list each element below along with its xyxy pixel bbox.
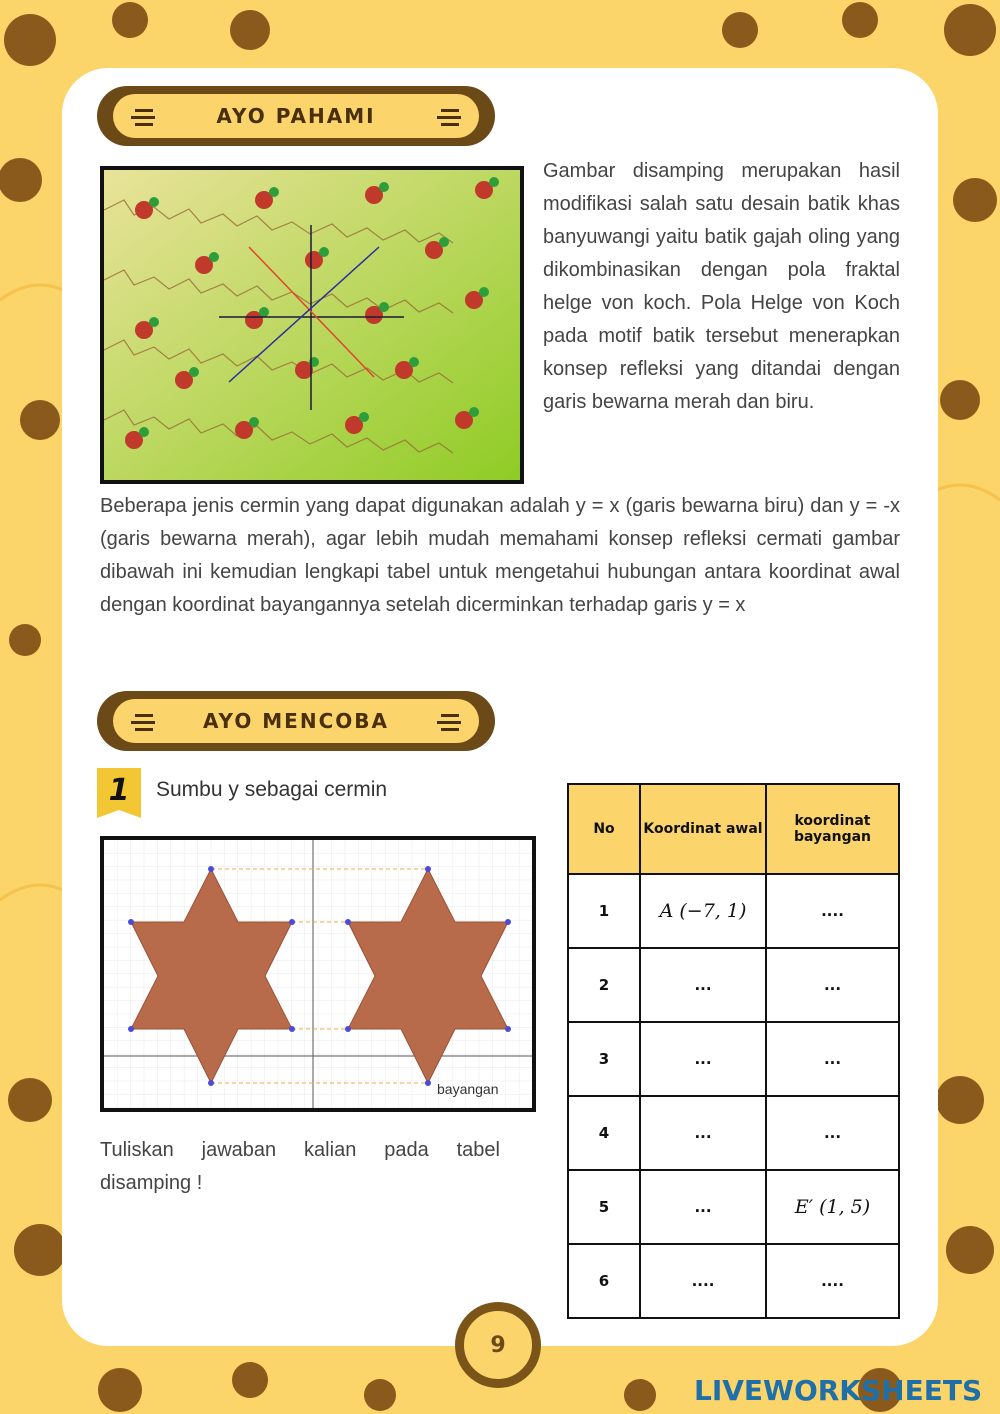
- banner-dash-right: [437, 116, 461, 119]
- intro-paragraph-2: Beberapa jenis cermin yang dapat digunakan adalah y = x (garis bewarna biru) dan y = -x (garis bewarna merah), agar lebih mudah memahami konsep refleksi cermati gambar dibawah ini kemudian lengkapi tabel untuk mengetahui hubungan antara koordinat awal dengan koordinat bayangannya setelah dicerminkan terhadap garis y = x: [100, 495, 900, 616]
- banner-dash-left: [131, 721, 155, 724]
- row-awal-input[interactable]: ....: [640, 1244, 766, 1318]
- row-bayangan-input[interactable]: ...: [766, 1022, 899, 1096]
- row-bayangan-input[interactable]: ...: [766, 1096, 899, 1170]
- row-awal-input[interactable]: ...: [640, 1022, 766, 1096]
- row-awal: A (−7, 1): [640, 874, 766, 948]
- page-number-badge: [455, 1302, 541, 1388]
- row-no: 6: [568, 1244, 640, 1318]
- row-no: 1: [568, 874, 640, 948]
- section-banner-ayo-pahami: [97, 86, 495, 146]
- coordinate-table: [567, 783, 900, 1319]
- row-bayangan: E′ (1, 5): [766, 1170, 899, 1244]
- batik-image: [104, 170, 520, 480]
- intro-paragraph-1: Gambar disamping merupakan hasil modifikasi salah satu desain batik khas banyuwangi yaitu batik gajah oling yang dikombinasikan dengan pola fraktal helge von koch. Pola Helge von Koch pada motif batik tersebut menerapkan konsep refleksi yang ditandai dengan garis bewarna merah dan biru.: [543, 160, 900, 413]
- batik-illustration: [100, 166, 524, 484]
- section-banner-ayo-mencoba: [97, 691, 495, 751]
- table-row: [568, 1244, 899, 1318]
- exercise-label: Sumbu y sebagai cermin: [156, 778, 388, 801]
- banner-dash-left: [131, 116, 155, 119]
- instruction-text: Tuliskan jawaban kalian pada tabel disamping !: [100, 1139, 500, 1194]
- row-bayangan-input[interactable]: ...: [766, 948, 899, 1022]
- row-bayangan-input[interactable]: ....: [766, 874, 899, 948]
- row-awal-input[interactable]: ...: [640, 1170, 766, 1244]
- banner-title: AYO PAHAMI: [216, 104, 376, 128]
- row-no: 4: [568, 1096, 640, 1170]
- exercise-number: 1: [108, 773, 130, 808]
- liveworksheets-logo[interactable]: LIVEWORKSHEETS: [694, 1374, 983, 1407]
- row-bayangan-input[interactable]: ....: [766, 1244, 899, 1318]
- table-row: [568, 1096, 899, 1170]
- banner-dash-right: [437, 721, 461, 724]
- exercise-number-badge: [95, 766, 143, 820]
- table-header-row: [568, 784, 899, 874]
- header-no: No: [568, 784, 640, 874]
- header-koordinat-bayangan: koordinat bayangan: [766, 784, 899, 874]
- row-no: 3: [568, 1022, 640, 1096]
- reflection-graph: [100, 836, 536, 1112]
- header-koordinat-awal: Koordinat awal: [640, 784, 766, 874]
- table-row: [568, 874, 899, 948]
- row-awal-input[interactable]: ...: [640, 948, 766, 1022]
- page-number: 9: [462, 1309, 534, 1381]
- row-no: 5: [568, 1170, 640, 1244]
- banner-title: AYO MENCOBA: [202, 709, 389, 733]
- graph-caption: bayangan: [437, 1081, 499, 1097]
- row-no: 2: [568, 948, 640, 1022]
- table-row: [568, 948, 899, 1022]
- table-row: [568, 1022, 899, 1096]
- row-awal-input[interactable]: ...: [640, 1096, 766, 1170]
- table-row: [568, 1170, 899, 1244]
